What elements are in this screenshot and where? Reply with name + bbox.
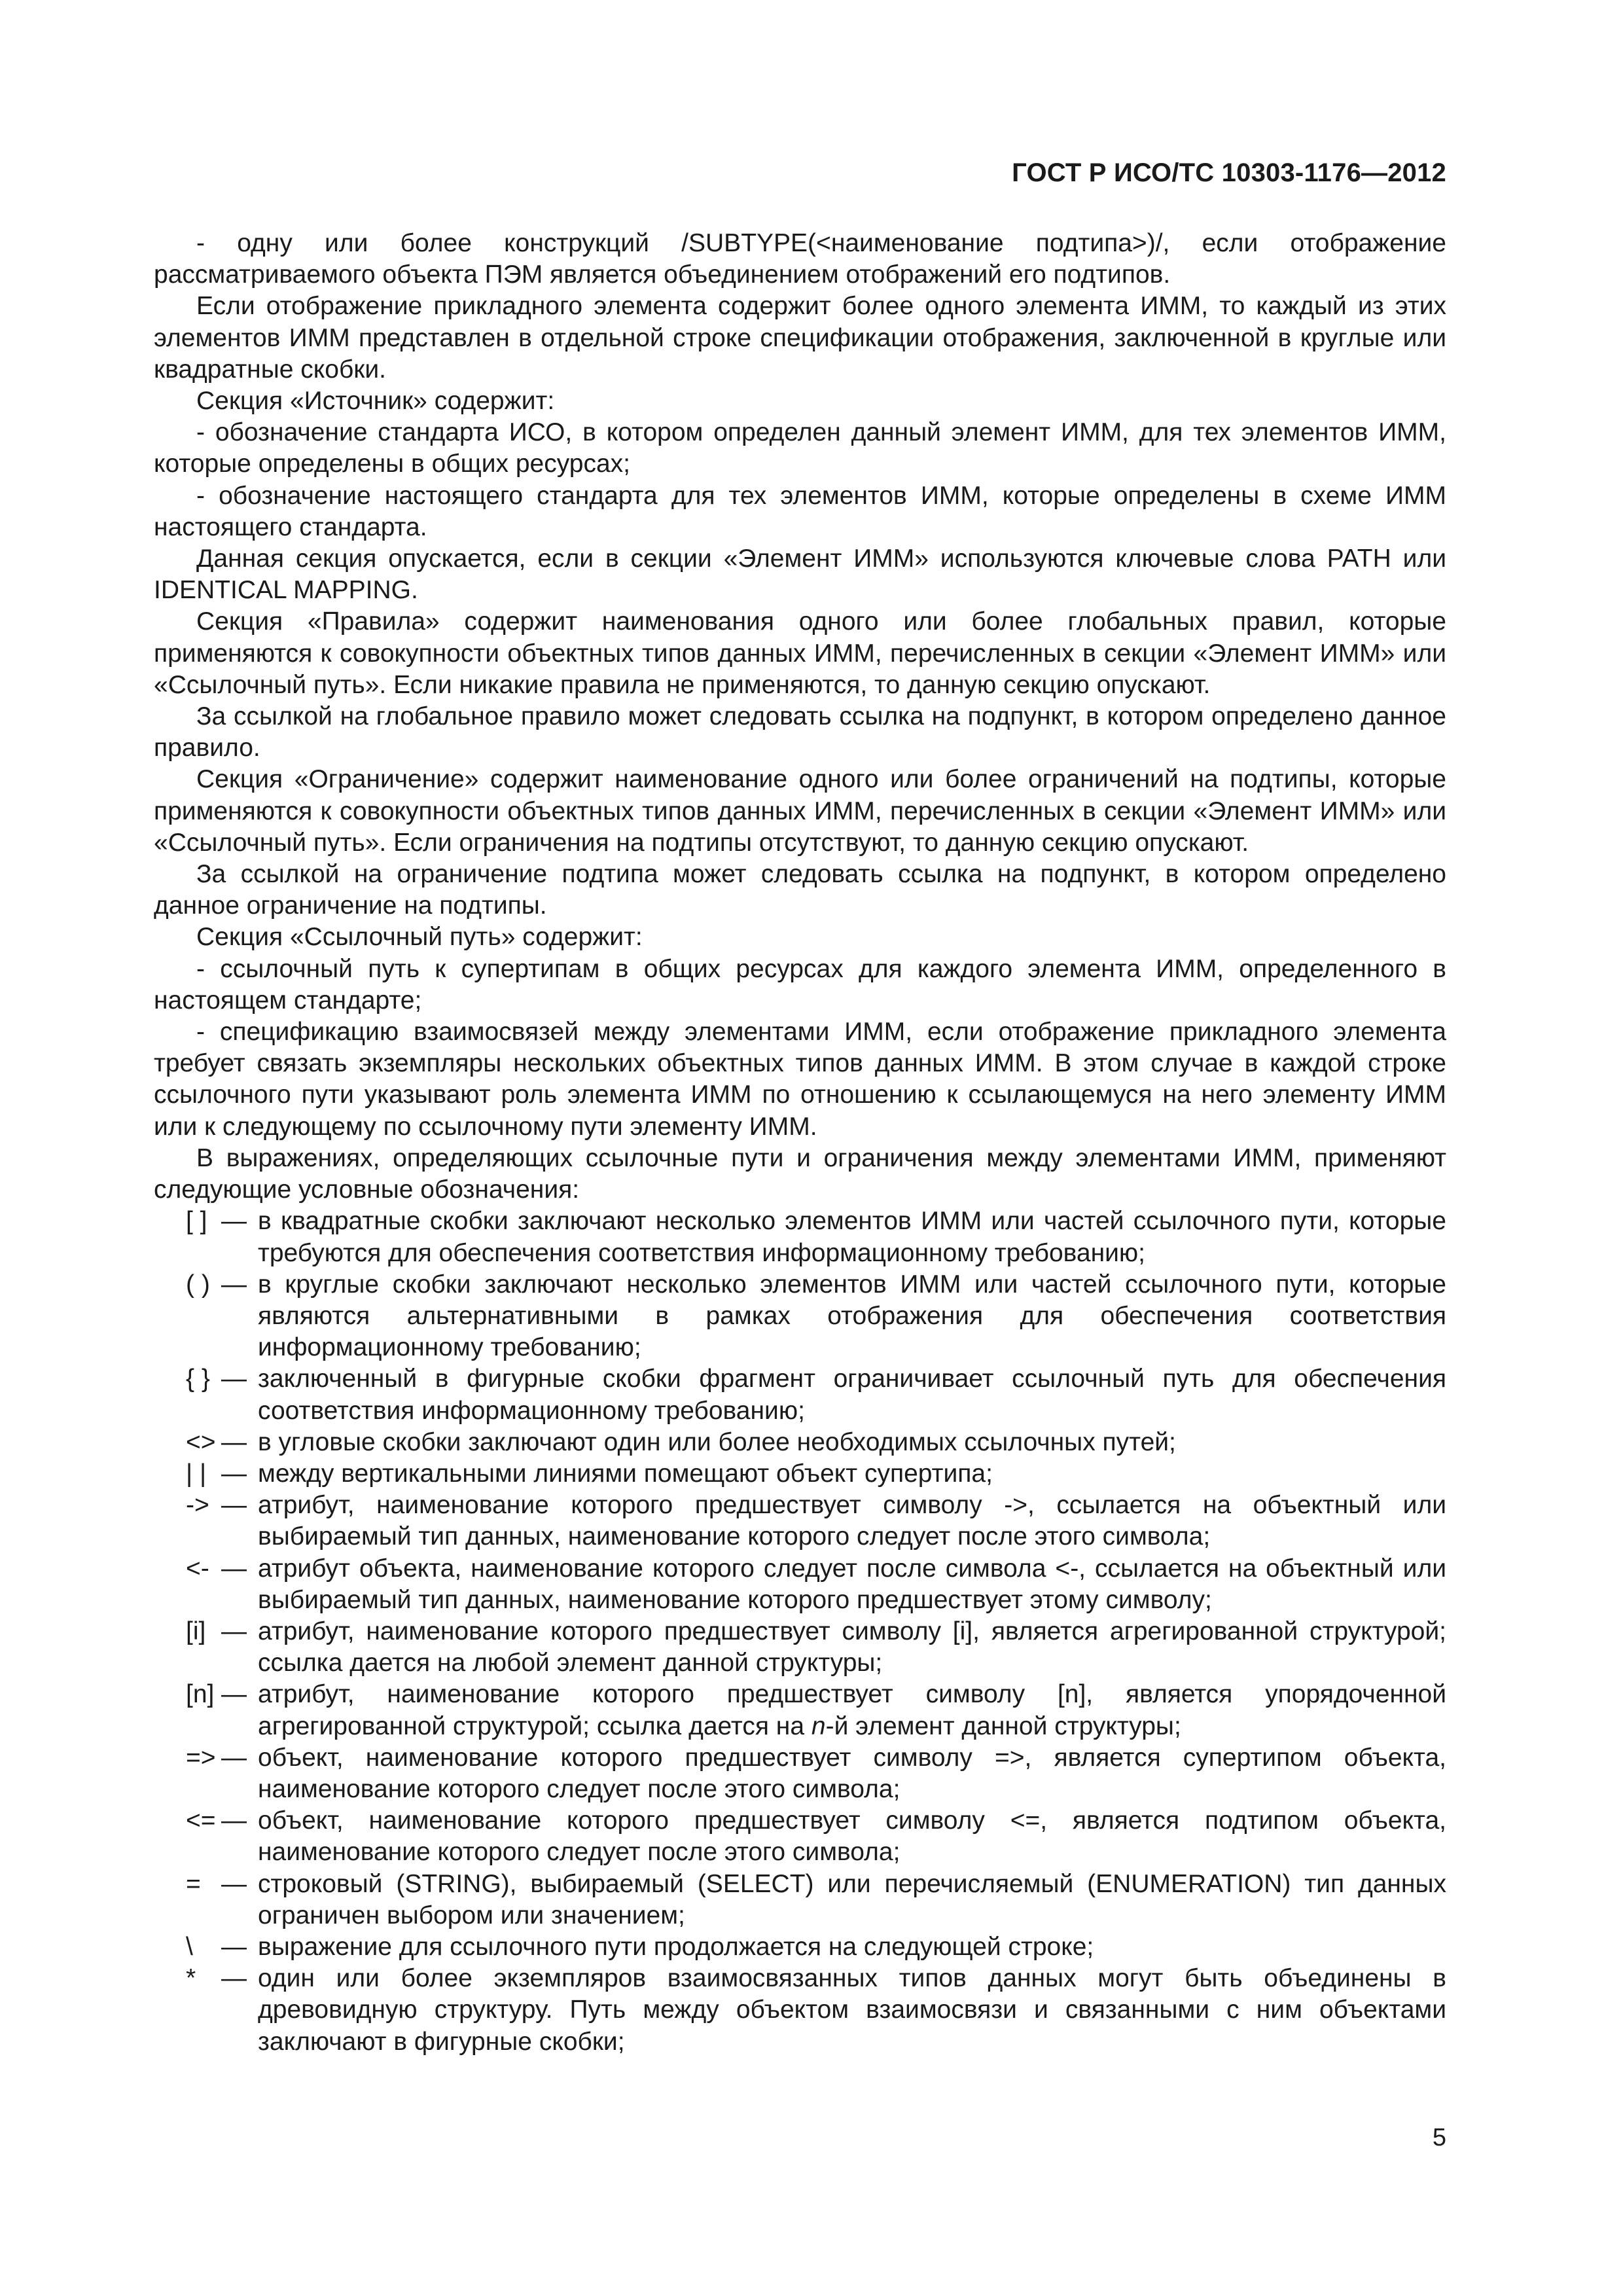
symbol-text: атрибут объекта, наименование которого следует после символа <-, ссылается на объектный или выбираемый тип данных, наименование которого предшествует этому символу; — [258, 1554, 1446, 1614]
body-text — [154, 228, 1446, 2058]
paragraph: - спецификацию взаимосвязей между элементами ИММ, если отображение прикладного элемента требует связать экземпляры нескольких объектных типов данных ИММ. В этом случае в каждой строке ссылочного пути указывают роль элемента ИММ по отношению к ссылающемуся на него элементу ИММ или к следующему по ссылочному пути элементу ИММ. — [154, 1018, 1446, 1141]
symbol-text: в круглые скобки заключают несколько элементов ИММ или частей ссылочного пути, которые являются альтернативными в рамках отображения для обеспечения соответствия информационному требованию; — [258, 1270, 1446, 1362]
symbol-mark: [n] — [186, 1680, 215, 1709]
symbol-dash: — — [221, 1617, 247, 1645]
paragraph: За ссылкой на глобальное правило может следовать ссылка на подпункт, в котором определено данное правило. — [154, 702, 1446, 762]
symbol-mark: * — [186, 1964, 196, 1993]
symbol-mark: [i] — [186, 1617, 206, 1645]
symbol-definition — [154, 1490, 1446, 1552]
symbol-text: атрибут, наименование которого предшествует символу [i], является агрегированной структурой; ссылка дается на любой элемент данной структуры; — [258, 1617, 1446, 1677]
symbol-text: объект, наименование которого предшествует символу <=, является подтипом объекта, наименование которого следует после этого символа; — [258, 1806, 1446, 1867]
document-header: ГОСТ Р ИСО/ТС 10303-1176—2012 — [1012, 158, 1446, 187]
paragraph: - обозначение стандарта ИСО, в котором определен данный элемент ИММ, для тех элементов ИММ, которые определены в общих ресурсах; — [154, 418, 1446, 478]
symbol-mark: <- — [186, 1554, 209, 1583]
symbol-text: между вертикальными линиями помещают объект супертипа; — [258, 1459, 993, 1488]
symbol-mark: <> — [186, 1427, 216, 1456]
paragraph: В выражениях, определяющих ссылочные пути и ограничения между элементами ИММ, применяют следующие условные обозначения: — [154, 1143, 1446, 1204]
paragraph: - одну или более конструкций /SUBTYPE(<наименование подтипа>)/, если отображение рассматриваемого объекта ПЭМ является объединением отображений его подтипов. — [154, 229, 1446, 289]
symbol-text: заключенный в фигурные скобки фрагмент ограничивает ссылочный путь для обеспечения соответствия информационному требованию; — [258, 1365, 1446, 1425]
symbol-dash: — — [221, 1743, 247, 1772]
symbol-dash: — — [221, 1270, 247, 1299]
symbol-text: выражение для ссылочного пути продолжается на следующей строке; — [258, 1932, 1094, 1961]
symbol-mark: => — [186, 1743, 216, 1772]
symbol-definition — [154, 1553, 1446, 1616]
symbol-definition — [154, 1679, 1446, 1742]
italic-index: n — [811, 1712, 826, 1740]
document-page — [154, 151, 1446, 2212]
symbol-definition — [154, 1206, 1446, 1268]
symbol-dash: — — [221, 1427, 247, 1456]
symbol-definition — [154, 1931, 1446, 1963]
symbol-definition — [154, 1458, 1446, 1490]
symbol-dash: — — [221, 1365, 247, 1393]
paragraph: Если отображение прикладного элемента содержит более одного элемента ИММ, то каждый из этих элементов ИММ представлен в отдельной строке спецификации отображения, заключенной в круглые или квадратные скобки. — [154, 292, 1446, 384]
symbol-definition — [154, 1427, 1446, 1458]
symbol-mark: <= — [186, 1806, 216, 1835]
symbol-dash: — — [221, 1680, 247, 1709]
symbol-mark: [ ] — [186, 1207, 207, 1236]
paragraph: Секция «Ограничение» содержит наименование одного или более ограничений на подтипы, которые применяются к совокупности объектных типов данных ИММ, перечисленных в секции «Элемент ИММ» или «Ссылочный путь». Если ограничения на подтипы отсутствуют, то данную секцию опускают. — [154, 765, 1446, 857]
symbol-dash: — — [221, 1869, 247, 1898]
symbol-mark: | | — [186, 1459, 207, 1488]
paragraph: Секция «Правила» содержит наименования одного или более глобальных правил, которые применяются к совокупности объектных типов данных ИММ, перечисленных в секции «Элемент ИММ» или «Ссылочный путь». Если никакие правила не применяются, то данную секцию опускают. — [154, 607, 1446, 699]
symbol-text — [258, 1680, 1446, 1740]
symbol-text: строковый (STRING), выбираемый (SELECT) или перечисляемый (ENUMERATION) тип данных ограничен выбором или значением; — [258, 1869, 1446, 1929]
symbol-dash: — — [221, 1459, 247, 1488]
symbol-dash: — — [221, 1491, 247, 1520]
symbol-mark: { } — [186, 1365, 210, 1393]
symbol-definition — [154, 1269, 1446, 1364]
paragraph: - обозначение настоящего стандарта для тех элементов ИММ, которые определены в схеме ИММ настоящего стандарта. — [154, 481, 1446, 541]
paragraph: Секция «Источник» содержит: — [196, 387, 555, 416]
paragraph: Данная секция опускается, если в секции «Элемент ИММ» используются ключевые слова PATH или IDENTICAL MAPPING. — [154, 545, 1446, 605]
symbol-text: в угловые скобки заключают один или более необходимых ссылочных путей; — [258, 1427, 1176, 1456]
symbol-definition — [154, 1869, 1446, 1931]
paragraph: - ссылочный путь к супертипам в общих ресурсах для каждого элемента ИММ, определенного в настоящем стандарте; — [154, 954, 1446, 1014]
symbol-mark: -> — [186, 1491, 209, 1520]
paragraph: За ссылкой на ограничение подтипа может следовать ссылка на подпункт, в котором определено данное ограничение на подтипы. — [154, 860, 1446, 920]
symbol-mark: = — [186, 1869, 201, 1898]
symbol-text-part: -й элемент данной структуры; — [825, 1712, 1181, 1740]
paragraph: Секция «Ссылочный путь» содержит: — [196, 923, 643, 952]
symbol-mark: ( ) — [186, 1270, 210, 1299]
symbol-dash: — — [221, 1207, 247, 1236]
symbol-dash: — — [221, 1554, 247, 1583]
symbol-definition — [154, 1805, 1446, 1868]
symbol-text: один или более экземпляров взаимосвязанных типов данных могут быть объединены в древовидную структуру. Путь между объектом взаимосвязи и связанными с ним объектами заключают в фигурные скобки; — [258, 1964, 1446, 2056]
symbol-definition — [154, 1963, 1446, 2058]
symbol-text-part: атрибут, наименование которого предшествует символу [n], является упорядоченной агрегированной структурой; ссылка дается на — [258, 1680, 1446, 1740]
symbol-text: объект, наименование которого предшествует символу =>, является супертипом объекта, наименование которого следует после этого символа; — [258, 1743, 1446, 1803]
symbol-dash: — — [221, 1964, 247, 1993]
symbol-dash: — — [221, 1806, 247, 1835]
symbol-definition — [154, 1742, 1446, 1805]
symbol-text: в квадратные скобки заключают несколько элементов ИММ или частей ссылочного пути, которые требуются для обеспечения соответствия информационному требованию; — [258, 1207, 1446, 1267]
symbol-definition — [154, 1616, 1446, 1679]
symbol-text: атрибут, наименование которого предшествует символу ->, ссылается на объектный или выбираемый тип данных, наименование которого следует после этого символа; — [258, 1491, 1446, 1551]
page-number: 5 — [1432, 2124, 1446, 2151]
symbol-dash: — — [221, 1932, 247, 1961]
symbol-definition — [154, 1363, 1446, 1426]
symbol-mark: \ — [186, 1932, 193, 1961]
